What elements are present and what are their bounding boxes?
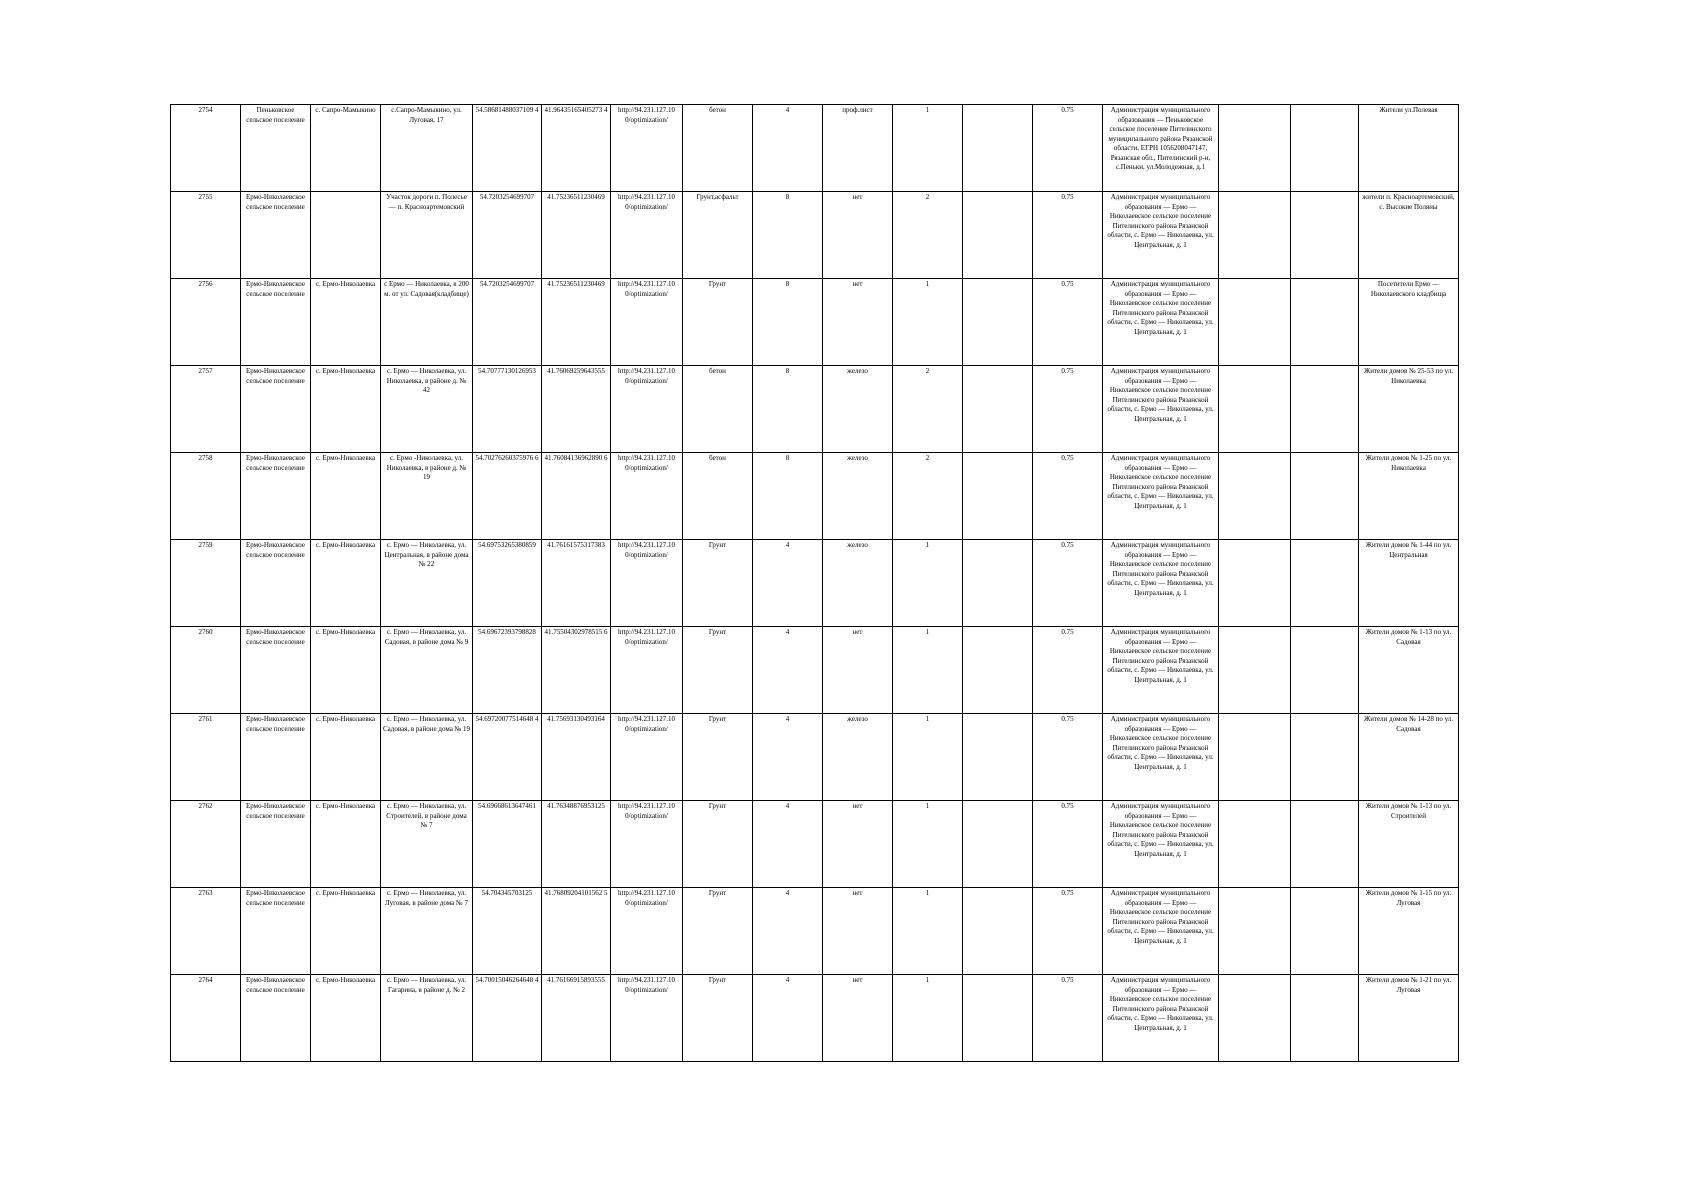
locality-cell: с. Ермо-Николаевка (311, 714, 381, 801)
longitude-cell: 41.76161575317383 (542, 540, 611, 627)
volume-cell: 0.75 (1033, 801, 1103, 888)
locality-cell: с. Ермо-Николаевка (311, 453, 381, 540)
table-row (171, 801, 1459, 888)
table-row (171, 975, 1459, 1062)
address-cell: с. Ермо — Николаевка, ул. Строителей, в районе дома № 7 (381, 801, 473, 888)
url-cell: http://94.231.127.10 0/optimization/ (611, 888, 683, 975)
latitude-cell: 54.704345703125 (473, 888, 542, 975)
owner-cell: Администрация муниципального образования — Ермо — Николаевское сельское поселение Пителинского района Рязанской области, с. Ермо — Николаевка, ул. Центральная, д. 1 (1103, 192, 1219, 279)
settlement-cell: Ермо-Николаевское сельское поселение (241, 366, 311, 453)
volume-cell: 0.75 (1033, 714, 1103, 801)
sources-cell: Жители домов № 1-21 по ул. Луговая (1359, 975, 1459, 1062)
area-cell: 4 (753, 540, 823, 627)
address-cell: с. Ермо -Николаевка, ул. Николаевка, в районе д. № 19 (381, 453, 473, 540)
empty-cell (1291, 366, 1359, 453)
locality-cell (311, 192, 381, 279)
volume-cell: 0.75 (1033, 627, 1103, 714)
surface-cell: бетон (683, 105, 753, 192)
container-count-cell: 1 (893, 801, 963, 888)
latitude-cell: 54.70777130126953 (473, 366, 542, 453)
container-count-cell: 1 (893, 105, 963, 192)
url-cell: http://94.231.127.10 0/optimization/ (611, 192, 683, 279)
container-count-cell: 1 (893, 714, 963, 801)
url-cell: http://94.231.127.10 0/optimization/ (611, 279, 683, 366)
address-cell: с. Ермо — Николаевка, ул. Луговая, в районе дома № 7 (381, 888, 473, 975)
empty-cell (1219, 714, 1291, 801)
surface-cell: Грунт (683, 801, 753, 888)
volume-cell: 0.75 (1033, 192, 1103, 279)
settlement-cell: Ермо-Николаевское сельское поселение (241, 888, 311, 975)
settlement-cell: Ермо-Николаевское сельское поселение (241, 279, 311, 366)
longitude-cell: 41.75504302978515 6 (542, 627, 611, 714)
empty-cell (1219, 975, 1291, 1062)
area-cell: 8 (753, 366, 823, 453)
sources-cell: Жители домов № 1-13 по ул. Садовая (1359, 627, 1459, 714)
empty-cell (1219, 279, 1291, 366)
settlement-cell: Ермо-Николаевское сельское поселение (241, 714, 311, 801)
surface-cell: бетон (683, 366, 753, 453)
owner-cell: Администрация муниципального образования — Ермо — Николаевское сельское поселение Пителинского района Рязанской области, с. Ермо — Николаевка, ул. Центральная, д. 1 (1103, 714, 1219, 801)
fence-cell: нет (823, 192, 893, 279)
sources-cell: жители п. Красноартемовский, с. Высокие Поляны (1359, 192, 1459, 279)
latitude-cell: 54.69672393798828 (473, 627, 542, 714)
surface-cell: Грунт (683, 714, 753, 801)
longitude-cell: 41.75693130493164 (542, 714, 611, 801)
container-count-cell: 1 (893, 888, 963, 975)
row-number-cell: 2760 (171, 627, 241, 714)
address-cell: с Ермо — Николаевка, в 200 м. от ул. Садовая(кладбище) (381, 279, 473, 366)
fence-cell: железо (823, 714, 893, 801)
locality-cell: с. Ермо-Николаевка (311, 540, 381, 627)
fence-cell: нет (823, 627, 893, 714)
volume-cell: 0.75 (1033, 279, 1103, 366)
row-number-cell: 2758 (171, 453, 241, 540)
empty-cell (1291, 975, 1359, 1062)
empty-cell (1291, 105, 1359, 192)
locality-cell: с. Сапро-Мамыкино (311, 105, 381, 192)
surface-cell: Грунт (683, 627, 753, 714)
surface-cell: Грунт (683, 279, 753, 366)
area-cell: 4 (753, 888, 823, 975)
row-number-cell: 2764 (171, 975, 241, 1062)
empty-cell (963, 279, 1033, 366)
settlement-cell: Ермо-Николаевское сельское поселение (241, 975, 311, 1062)
surface-cell: Грунт,асфальт (683, 192, 753, 279)
latitude-cell: 54.70276260375976 6 (473, 453, 542, 540)
sources-cell: Посетители Ермо — Николаевского кладбища (1359, 279, 1459, 366)
sources-cell: Жители домов № 1-13 по ул. Строителей (1359, 801, 1459, 888)
settlement-cell: Ермо-Николаевское сельское поселение (241, 453, 311, 540)
empty-cell (963, 714, 1033, 801)
latitude-cell: 54.69720077514648 4 (473, 714, 542, 801)
settlement-cell: Ермо-Николаевское сельское поселение (241, 627, 311, 714)
empty-cell (1219, 366, 1291, 453)
row-number-cell: 2755 (171, 192, 241, 279)
longitude-cell: 41.75236511230469 (542, 192, 611, 279)
container-count-cell: 1 (893, 279, 963, 366)
empty-cell (1291, 627, 1359, 714)
latitude-cell: 54.70015046264648 4 (473, 975, 542, 1062)
empty-cell (1219, 105, 1291, 192)
locality-cell: с. Ермо-Николаевка (311, 366, 381, 453)
empty-cell (1219, 540, 1291, 627)
area-cell: 8 (753, 279, 823, 366)
area-cell: 4 (753, 801, 823, 888)
empty-cell (963, 801, 1033, 888)
table-row (171, 714, 1459, 801)
url-cell: http://94.231.127.10 0/optimization/ (611, 453, 683, 540)
locality-cell: с. Ермо-Николаевка (311, 627, 381, 714)
owner-cell: Администрация муниципального образования — Ермо — Николаевское сельское поселение Пителинского района Рязанской области, с. Ермо — Николаевка, ул. Центральная, д. 1 (1103, 801, 1219, 888)
longitude-cell: 41.76809204101562 5 (542, 888, 611, 975)
url-cell: http://94.231.127.10 0/optimization/ (611, 801, 683, 888)
latitude-cell: 54.7203254699707 (473, 279, 542, 366)
surface-cell: Грунт (683, 540, 753, 627)
address-cell: с. Ермо — Николаевка, ул. Центральная, в районе дома № 22 (381, 540, 473, 627)
owner-cell: Администрация муниципального образования — Пеньковское сельское поселение Пителинского муниципального района Рязанской области, ЕГРН 1056208047147, Рязанская обл., Пителинский р-н, с.Пеньки, ул.Молодежная, д.1 (1103, 105, 1219, 192)
url-cell: http://94.231.127.10 0/optimization/ (611, 714, 683, 801)
longitude-cell: 41.76084136962890 6 (542, 453, 611, 540)
owner-cell: Администрация муниципального образования — Ермо — Николаевское сельское поселение Пителинского района Рязанской области, с. Ермо — Николаевка, ул. Центральная, д. 1 (1103, 975, 1219, 1062)
empty-cell (1291, 801, 1359, 888)
owner-cell: Администрация муниципального образования — Ермо — Николаевское сельское поселение Пителинского района Рязанской области, с. Ермо — Николаевка, ул. Центральная, д. 1 (1103, 366, 1219, 453)
volume-cell: 0.75 (1033, 105, 1103, 192)
address-cell: Участок дороги п. Полесье — п. Красноартемовский (381, 192, 473, 279)
url-cell: http://94.231.127.10 0/optimization/ (611, 540, 683, 627)
surface-cell: бетон (683, 453, 753, 540)
area-cell: 8 (753, 453, 823, 540)
container-count-cell: 1 (893, 540, 963, 627)
table-row (171, 192, 1459, 279)
longitude-cell: 41.76166915893555 (542, 975, 611, 1062)
empty-cell (1219, 627, 1291, 714)
empty-cell (963, 888, 1033, 975)
registry-table (170, 104, 1459, 1062)
row-number-cell: 2763 (171, 888, 241, 975)
area-cell: 4 (753, 714, 823, 801)
row-number-cell: 2762 (171, 801, 241, 888)
latitude-cell: 54.69753265380859 (473, 540, 542, 627)
empty-cell (1219, 801, 1291, 888)
latitude-cell: 54.69668613647461 (473, 801, 542, 888)
empty-cell (1291, 192, 1359, 279)
locality-cell: с. Ермо-Николаевка (311, 279, 381, 366)
empty-cell (963, 453, 1033, 540)
sources-cell: Жители домов № 1-44 по ул. Центральная (1359, 540, 1459, 627)
empty-cell (1291, 453, 1359, 540)
fence-cell: железо (823, 366, 893, 453)
address-cell: с. Ермо — Николаевка, ул. Садовая, в районе дома № 9 (381, 627, 473, 714)
locality-cell: с. Ермо-Николаевка (311, 888, 381, 975)
empty-cell (1291, 279, 1359, 366)
settlement-cell: Ермо-Николаевское сельское поселение (241, 801, 311, 888)
longitude-cell: 41.96435165405273 4 (542, 105, 611, 192)
area-cell: 8 (753, 192, 823, 279)
fence-cell: железо (823, 540, 893, 627)
volume-cell: 0.75 (1033, 975, 1103, 1062)
row-number-cell: 2754 (171, 105, 241, 192)
empty-cell (963, 627, 1033, 714)
volume-cell: 0.75 (1033, 540, 1103, 627)
container-count-cell: 2 (893, 366, 963, 453)
fence-cell: нет (823, 975, 893, 1062)
settlement-cell: Ермо-Николаевское сельское поселение (241, 192, 311, 279)
container-count-cell: 1 (893, 975, 963, 1062)
empty-cell (963, 540, 1033, 627)
address-cell: с. Ермо — Николаевка, ул. Садовая, в районе дома № 19 (381, 714, 473, 801)
empty-cell (963, 105, 1033, 192)
longitude-cell: 41.75236511230469 (542, 279, 611, 366)
surface-cell: Грунт (683, 888, 753, 975)
sources-cell: Жители домов № 14-28 по ул. Садовая (1359, 714, 1459, 801)
row-number-cell: 2756 (171, 279, 241, 366)
container-count-cell: 2 (893, 192, 963, 279)
area-cell: 4 (753, 975, 823, 1062)
owner-cell: Администрация муниципального образования — Ермо — Николаевское сельское поселение Пителинского района Рязанской области, с. Ермо — Николаевка, ул. Центральная, д. 1 (1103, 540, 1219, 627)
row-number-cell: 2757 (171, 366, 241, 453)
longitude-cell: 41.76348876953125 (542, 801, 611, 888)
fence-cell: проф.лист (823, 105, 893, 192)
address-cell: с. Ермо — Николаевка, ул. Гагарина, в районе д. № 2 (381, 975, 473, 1062)
settlement-cell: Пеньковское сельское поселение (241, 105, 311, 192)
sources-cell: Жители домов № 25-53 по ул. Николаевка (1359, 366, 1459, 453)
settlement-cell: Ермо-Николаевское сельское поселение (241, 540, 311, 627)
sources-cell: Жители домов № 1-15 по ул. Луговая (1359, 888, 1459, 975)
locality-cell: с. Ермо-Николаевка (311, 975, 381, 1062)
row-number-cell: 2761 (171, 714, 241, 801)
table-row (171, 366, 1459, 453)
table-row (171, 627, 1459, 714)
latitude-cell: 54.7203254699707 (473, 192, 542, 279)
table-row (171, 888, 1459, 975)
table-row (171, 105, 1459, 192)
area-cell: 4 (753, 105, 823, 192)
empty-cell (963, 975, 1033, 1062)
owner-cell: Администрация муниципального образования — Ермо — Николаевское сельское поселение Пителинского района Рязанской области, с. Ермо — Николаевка, ул. Центральная, д. 1 (1103, 279, 1219, 366)
empty-cell (1291, 540, 1359, 627)
address-cell: с.Сапро-Мамыкино, ул. Луговая, 17 (381, 105, 473, 192)
url-cell: http://94.231.127.10 0/optimization/ (611, 366, 683, 453)
owner-cell: Администрация муниципального образования — Ермо — Николаевское сельское поселение Пителинского района Рязанской области, с. Ермо — Николаевка, ул. Центральная, д. 1 (1103, 453, 1219, 540)
owner-cell: Администрация муниципального образования — Ермо — Николаевское сельское поселение Пителинского района Рязанской области, с. Ермо — Николаевка, ул. Центральная, д. 1 (1103, 627, 1219, 714)
owner-cell: Администрация муниципального образования — Ермо — Николаевское сельское поселение Пителинского района Рязанской области, с. Ермо — Николаевка, ул. Центральная, д. 1 (1103, 888, 1219, 975)
empty-cell (1291, 888, 1359, 975)
volume-cell: 0.75 (1033, 366, 1103, 453)
volume-cell: 0.75 (1033, 453, 1103, 540)
sources-cell: Жители ул.Полевая (1359, 105, 1459, 192)
row-number-cell: 2759 (171, 540, 241, 627)
empty-cell (1219, 888, 1291, 975)
empty-cell (1219, 192, 1291, 279)
url-cell: http://94.231.127.10 0/optimization/ (611, 627, 683, 714)
url-cell: http://94.231.127.10 0/optimization/ (611, 105, 683, 192)
url-cell: http://94.231.127.10 0/optimization/ (611, 975, 683, 1062)
area-cell: 4 (753, 627, 823, 714)
locality-cell: с. Ермо-Николаевка (311, 801, 381, 888)
sources-cell: Жители домов № 1-25 по ул. Николаевка (1359, 453, 1459, 540)
table-row (171, 279, 1459, 366)
longitude-cell: 41.76069259643555 (542, 366, 611, 453)
empty-cell (1291, 714, 1359, 801)
empty-cell (1219, 453, 1291, 540)
fence-cell: нет (823, 888, 893, 975)
address-cell: с. Ермо — Николаевка, ул. Николаевка, в районе д. № 42 (381, 366, 473, 453)
table-row (171, 540, 1459, 627)
fence-cell: железо (823, 453, 893, 540)
empty-cell (963, 192, 1033, 279)
latitude-cell: 54.58681488037109 4 (473, 105, 542, 192)
fence-cell: нет (823, 801, 893, 888)
empty-cell (963, 366, 1033, 453)
volume-cell: 0.75 (1033, 888, 1103, 975)
surface-cell: Грунт (683, 975, 753, 1062)
container-count-cell: 2 (893, 453, 963, 540)
table-row (171, 453, 1459, 540)
fence-cell: нет (823, 279, 893, 366)
container-count-cell: 1 (893, 627, 963, 714)
